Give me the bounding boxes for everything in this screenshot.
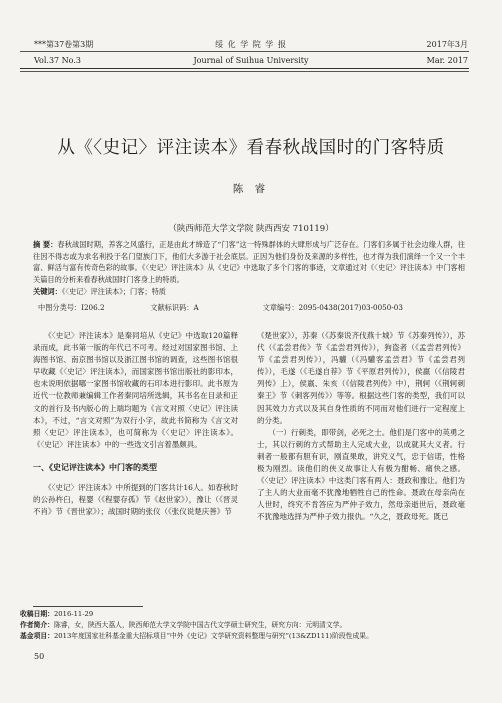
- left-column: [33, 330, 238, 518]
- received-date: [20, 609, 470, 620]
- abstract: [33, 239, 465, 285]
- clc-label: 中图分类号：: [38, 303, 82, 312]
- article-title: 从《〈史记〉评注读本》看春秋战国时的门客特质: [57, 138, 445, 158]
- right-column: [257, 330, 465, 524]
- author-name: 陈 睿: [232, 183, 270, 195]
- article-number: [263, 302, 403, 313]
- keywords-label: 关键词：: [33, 287, 62, 296]
- header-rule-bottom-thin: [20, 71, 469, 72]
- author-bio-label: 作者简介：: [20, 621, 54, 629]
- issue-date: 2017年3月: [426, 40, 468, 49]
- page-number: 50: [34, 652, 45, 661]
- header-rule-bottom: [20, 68, 469, 69]
- author-bio: [20, 620, 470, 631]
- journal-name: 绥 化 学 院 学 报: [215, 40, 287, 49]
- article-number-value: 2095-0438(2017)03-0050-03: [298, 303, 403, 312]
- doc-code: [150, 302, 260, 313]
- article-number-label: 文章编号：: [262, 303, 299, 312]
- doc-code-value: A: [193, 303, 199, 312]
- doc-code-label: 文献标识码：: [150, 303, 194, 312]
- clc-code: [38, 302, 148, 313]
- clc-value: I206.2: [81, 303, 105, 312]
- author-bio-value: 陈睿，女，陕西大荔人，陕西师范大学文学院中国古代文学硕士研究生，研究方向：元明清文学。: [53, 621, 347, 629]
- author-affiliation: （陕西师范大学文学院 陕西西安 710119）: [168, 224, 334, 234]
- right-paragraph-2: （一）行刺类，即带剑，必死之士。他们是门客中的英勇之士，其以行刺的方式帮助主人完成大业，以成就其大义者。行刺者一般都有胆有识，刚直果敢，讲究义气，忠于信诺，性格极为刚烈。读他们的侠义故事让人有极为酣畅、痛快之感。《〈史记〉评注读本》中这类门客有两人：聂政和豫让。他们为了主人的大业而毫不犹豫地牺牲自己的性命。聂政在母亲尚在人世时，终究不肯答应为严仲子效力，然母亲逝世后，聂政毫不犹豫地选择为严仲子效力报仇。“久之，聂政母死。既已: [257, 427, 465, 522]
- journal-name-english: Journal of Suihua University: [193, 56, 309, 65]
- abstract-label: 摘 要：: [33, 240, 58, 249]
- issue-date-english: Mar. 2017: [426, 56, 468, 65]
- received-value: 2016-11-29: [53, 610, 94, 618]
- received-label: 收稿日期：: [20, 610, 54, 618]
- fund-label: 基金项目：: [20, 632, 54, 640]
- classification-line: [38, 302, 470, 313]
- header-rule-top: [20, 51, 469, 52]
- journal-volume-label: Vol.37 No.3: [34, 56, 81, 65]
- footnote: [20, 609, 470, 642]
- abstract-text: 春秋战国时期，养客之风盛行，正是由此才缔造了“门客”这一特殊群体的大肆形成与广泛存在。门客们多属于社会边缘人群，往往因不得志或为求名利投于名门望族门下，他们大多游于社会底层。正因为他们身份及来源的多样性，也才得为我们演绎一个又一个丰富、鲜活与富有传奇色彩的故事。《〈史记〉评注读本》从《史记》中选取了多个门客的事迹，文章通过对《〈史记〉评注读本》中门客相关篇目的分析来看春秋战国时门客身上的特质。: [33, 240, 465, 284]
- fund-info: [20, 631, 470, 642]
- left-paragraph-1: 《〈史记〉评注读本》是秦同培从《史记》中选取120篇释录而成，此书第一版的年代已不可考。经过对国家图书馆、上海图书馆、南京图书馆以及浙江图书馆的调查，这些图书馆很早收藏《〈史记〉评注读本》，而国家图书馆出版社的影印本，也未说明依据哪一家图书馆收藏的石印本进行影印。此书原为近代一位教师兼编辑工作者秦同培所选辑，其书名在目录和正文的首行及书内版心的上端均题为《言文对照〈史记〉评注读本》，不过，“言文对照”为双行小字，故此书简称为《言文对照〈史记〉评注读本》，也可简称为《〈史记〉评注读本》。《〈史记〉评注读本》中的一些选文引言着墨颇具。: [33, 331, 238, 449]
- keywords: [33, 286, 465, 297]
- left-paragraph-2: 《〈史记〉评注读本》中所提到的门客共计16人。如春秋时的公孙杵臼，程婴（《程婴存孤》节《赵世家》），豫让（《晋灵不肖》节《晋世家》）；战国时期的张仪（《张仪说楚庆善》节: [33, 483, 238, 517]
- section-heading: 一、《史记评注读本》中门客的类型: [33, 462, 157, 472]
- journal-issue-label: ***第37卷第3期: [34, 40, 94, 49]
- keywords-text: 《〈史记〉评注读本》；门客；特质: [61, 287, 166, 296]
- footnote-rule: [33, 606, 143, 607]
- right-paragraph-1: 《楚世家》），苏秦（《苏秦说齐伐燕十城》节《苏秦列传》），苏代（《孟尝君传》节《孟尝君列传》），狗盗者（《孟尝君列传》节《孟尝君列传》），冯驩（《冯驩客孟尝君》节《孟尝君列传》），毛遂（《毛遂自荐》节《平原君列传》），侯嬴（《信陵君列传》上），侯嬴、朱亥（《信陵君列传》中），荆轲（《荆轲刺秦王》节《刺客列传》）等等。根据这些门客的类型，我们可以因其效力方式以及其自身性质的不同而对他们进行一定程度上的分类。: [257, 331, 465, 425]
- fund-value: 2013年度国家社科基金重大招标项目“中外《史记》文学研究资料整理与研究”(13&ZD111)阶段性成果。: [53, 632, 373, 640]
